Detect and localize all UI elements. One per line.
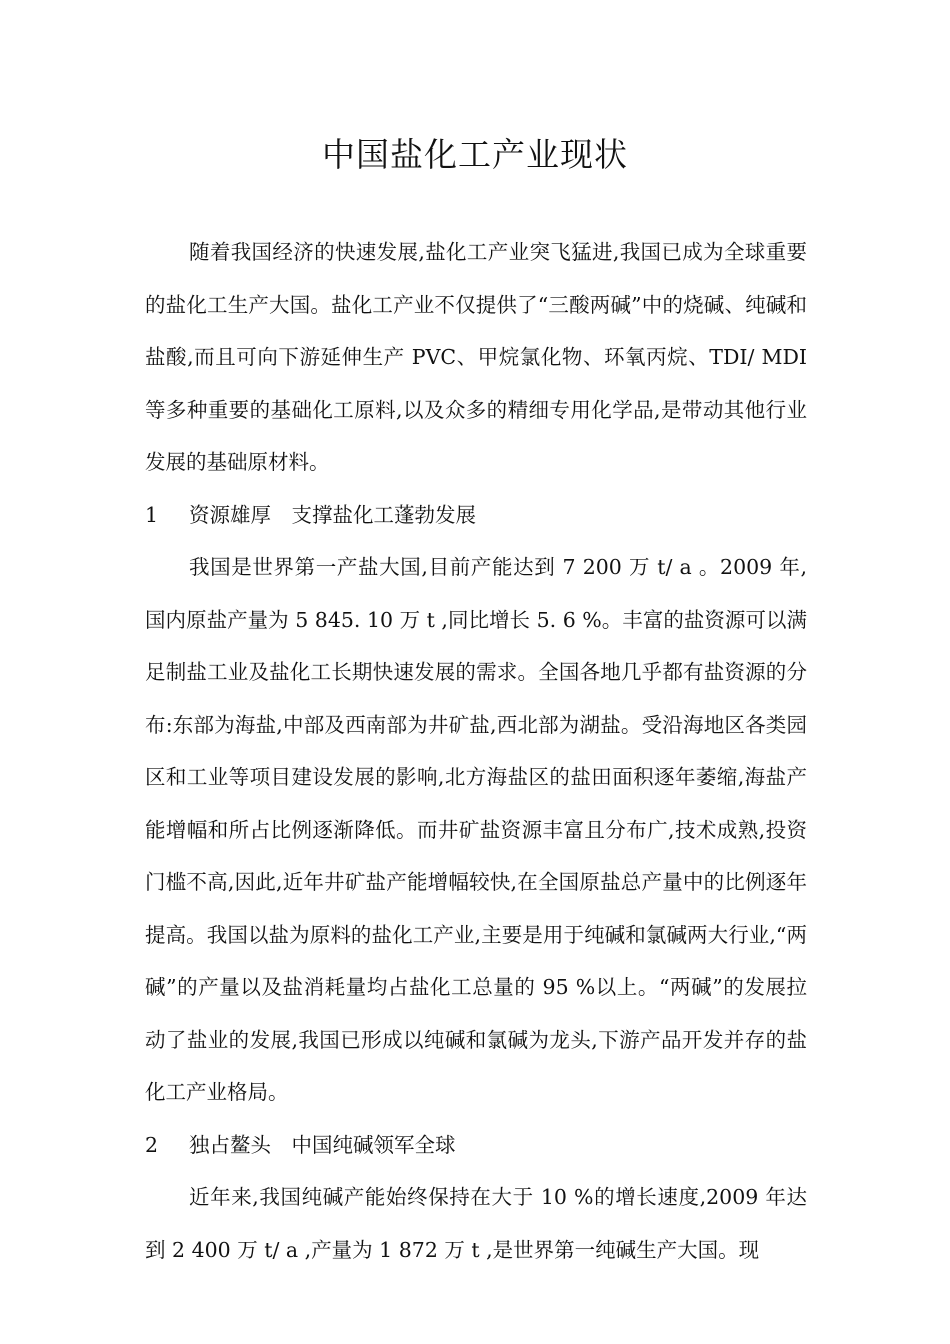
section-1-title: 资源雄厚 支撑盐化工蓬勃发展: [189, 502, 476, 527]
section-2-heading: [145, 1119, 807, 1172]
section-1-heading: [145, 489, 807, 542]
document-body: [145, 226, 807, 1276]
intro-paragraph: 随着我国经济的快速发展,盐化工产业突飞猛进,我国已成为全球重要的盐化工生产大国。盐化工产业不仅提供了“三酸两碱”中的烧碱、纯碱和盐酸,而且可向下游延伸生产 PVC、甲烷氯化物、环氧丙烷、TDI/ MDI 等多种重要的基础化工原料,以及众多的精细专用化学品,是带动其他行业发展的基础原材料。: [145, 240, 807, 474]
section-2-number: 2: [145, 1132, 159, 1157]
section-2-title: 独占鳌头 中国纯碱领军全球: [189, 1132, 456, 1157]
section-1-number: 1: [145, 502, 159, 527]
section-1-paragraph: 我国是世界第一产盐大国,目前产能达到 7 200 万 t/ a 。2009 年,国内原盐产量为 5 845. 10 万 t ,同比增长 5. 6 %。丰富的盐资源可以满足制盐工业及盐化工长期快速发展的需求。全国各地几乎都有盐资源的分布:东部为海盐,中部及西南部为井矿盐,西北部为湖盐。受沿海地区各类园区和工业等项目建设发展的影响,北方海盐区的盐田面积逐年萎缩,海盐产能增幅和所占比例逐渐降低。而井矿盐资源丰富且分布广,技术成熟,投资门槛不高,因此,近年井矿盐产能增幅较快,在全国原盐总产量中的比例逐年提高。我国以盐为原料的盐化工产业,主要是用于纯碱和氯碱两大行业,“两碱”的产量以及盐消耗量均占盐化工总量的 95 %以上。“两碱”的发展拉动了盐业的发展,我国已形成以纯碱和氯碱为龙头,下游产品开发并存的盐化工产业格局。: [145, 555, 807, 1104]
document-title: 中国盐化工产业现状: [322, 135, 628, 174]
section-2-paragraph: 近年来,我国纯碱产能始终保持在大于 10 %的增长速度,2009 年达到 2 400 万 t/ a ,产量为 1 872 万 t ,是世界第一纯碱生产大国。现: [145, 1185, 807, 1262]
